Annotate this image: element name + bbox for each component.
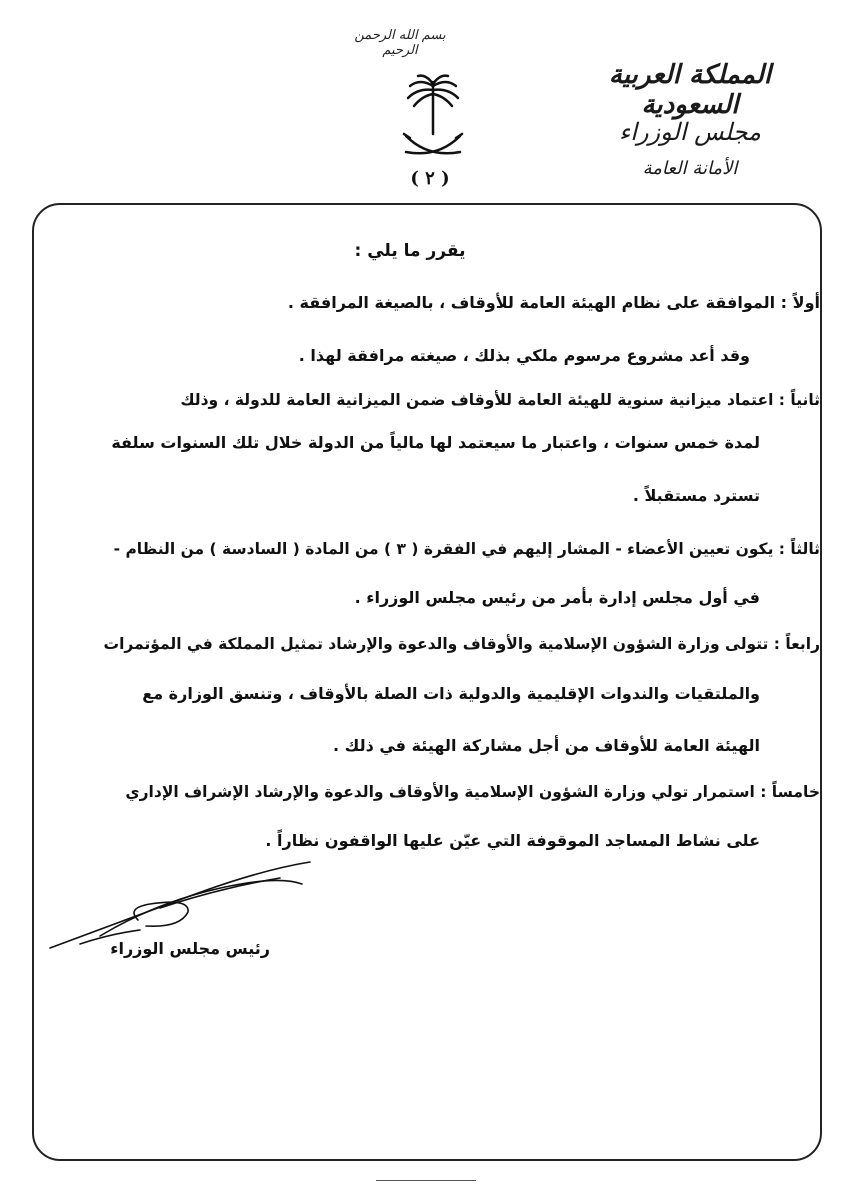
council-title: مجلس الوزراء	[618, 118, 762, 146]
kingdom-title: المملكة العربية السعودية	[608, 60, 772, 120]
clause-third-line-2: في أول مجلس إدارة بأمر من رئيس مجلس الوزراء .	[354, 588, 760, 607]
clause-second-line-2: لمدة خمس سنوات ، واعتبار ما سيعتمد لها مالياً من الدولة خلال تلك السنوات سلفة	[111, 433, 760, 452]
clause-second-line-3: تسترد مستقبلاً .	[632, 486, 760, 505]
clause-first-line-2: وقد أعد مشروع مرسوم ملكي بذلك ، صيغته مرافقة لهذا .	[298, 346, 750, 365]
clause-first-line-1: أولاً : الموافقة على نظام الهيئة العامة للأوقاف ، بالصيغة المرافقة .	[287, 293, 820, 312]
clause-fifth-line-2: على نشاط المساجد الموقوفة التي عيّن عليها الواقفون نظاراً .	[265, 831, 760, 850]
clause-third-line-1: ثالثاً : يكون تعيين الأعضاء - المشار إليهم في الفقرة ( ٣ ) من المادة ( السادسة ) من النظام -	[113, 540, 820, 558]
clause-fourth-line-1: رابعاً : تتولى وزارة الشؤون الإسلامية والأوقاف والدعوة والإرشاد تمثيل المملكة في المؤتمرات	[103, 635, 820, 653]
page-number: ( ٢ )	[410, 168, 450, 189]
clause-fifth-line-1: خامساً : استمرار تولي وزارة الشؤون الإسلامية والأوقاف والدعوة والإرشاد الإشراف الإداري	[125, 783, 820, 801]
clause-fourth-line-3: الهيئة العامة للأوقاف من أجل مشاركة الهيئة في ذلك .	[333, 736, 760, 755]
clause-second-line-1: ثانياً : اعتماد ميزانية سنوية للهيئة العامة للأوقاف ضمن الميزانية العامة للدولة ، وذلك	[180, 391, 820, 409]
clause-fourth-line-2: والملتقيات والندوات الإقليمية والدولية ذات الصلة بالأوقاف ، وتنسق الوزارة مع	[142, 684, 760, 703]
resolution-heading: يقرر ما يلي :	[354, 241, 466, 261]
secretariat-title: الأمانة العامة	[642, 158, 738, 179]
footer-rule	[376, 1180, 476, 1181]
basmala: بسم الله الرحمن الرحيم	[354, 28, 446, 58]
signature-label: رئيس مجلس الوزراء	[110, 939, 270, 958]
saudi-emblem-icon	[398, 72, 468, 172]
